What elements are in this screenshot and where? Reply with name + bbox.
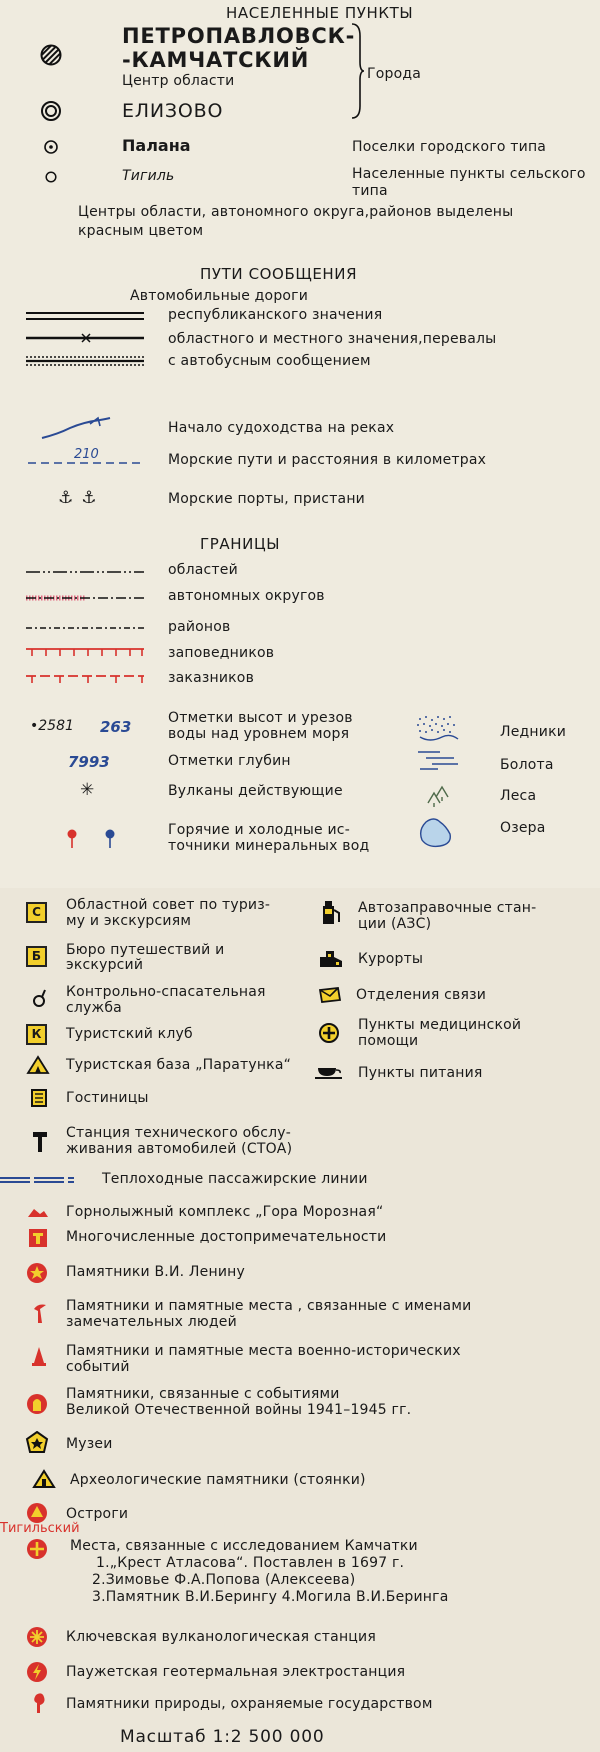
district-border-icon	[26, 624, 146, 632]
sanctuary-border-icon	[26, 672, 146, 686]
glaciers-label: Ледники	[500, 724, 567, 740]
food-icon	[314, 1064, 344, 1080]
region-border-icon	[26, 568, 146, 576]
tourist-club-icon: К	[26, 1024, 47, 1045]
border-label-1: автономных округов	[168, 588, 325, 604]
ww2-label-line2: Великой Отечественной войны 1941–1945 гг.	[66, 1402, 412, 1418]
museums-label: Музеи	[66, 1436, 113, 1452]
forests-label: Леса	[500, 788, 537, 804]
ship-lines-label: Теплоходные пассажирские линии	[102, 1171, 368, 1187]
medical-label-line2: помощи	[358, 1033, 419, 1049]
car-service-icon	[32, 1130, 48, 1154]
town-label: Поселки городского типа	[352, 139, 547, 155]
settlements-heading: НАСЕЛЕННЫЕ ПУНКТЫ	[226, 4, 414, 22]
medical-label-line1: Пункты медицинской	[358, 1017, 522, 1033]
city-icon	[40, 100, 62, 122]
fuel-label-line1: Автозаправочные стан-	[358, 900, 537, 916]
post-office-icon	[318, 986, 342, 1004]
roads-subheading: Автомобильные дороги	[130, 288, 309, 304]
anchor-icon: ⚓⚓	[58, 488, 105, 508]
cities-label: Города	[367, 66, 422, 82]
fuel-label-line2: ции (АЗС)	[358, 916, 432, 932]
volcanoes-label: Вулканы действующие	[168, 783, 343, 799]
post-label: Отделения связи	[356, 987, 487, 1003]
ports-label: Морские порты, пристани	[168, 491, 365, 507]
border-label-0: областей	[168, 562, 238, 578]
exploration-label-line2: 1.„Крест Атласова“. Поставлен в 1697 г.	[96, 1555, 405, 1571]
exploration-label-line1: Места, связанные с исследованием Камчатки	[70, 1538, 418, 1554]
resort-icon	[318, 947, 344, 969]
springs-label-line1: Горячие и холодные ис-	[168, 822, 350, 838]
village-label-line1: Населенные пункты сельского	[352, 166, 586, 182]
reserve-border-icon	[26, 645, 146, 659]
travel-bureau-icon: Б	[26, 946, 47, 967]
bus-road-icon	[26, 354, 146, 368]
swamp-icon	[414, 748, 462, 772]
depth-mark-sample: 7993	[68, 753, 110, 771]
active-volcano-icon: ✳	[80, 780, 95, 800]
ski-label: Горнолыжный комплекс „Гора Морозная“	[66, 1204, 384, 1220]
cities-brace-icon	[350, 22, 366, 120]
town-icon	[43, 139, 59, 155]
swamps-label: Болота	[500, 757, 554, 773]
food-label: Пункты питания	[358, 1065, 483, 1081]
heights-label-line2: воды над уровнем моря	[168, 726, 350, 742]
landmarks-icon	[28, 1228, 48, 1248]
base-label: Туристская база „Паратунка“	[66, 1057, 292, 1073]
archaeology-label: Археологические памятники (стоянки)	[70, 1472, 366, 1488]
capital-subtitle: Центр области	[122, 73, 235, 89]
regional-center-icon	[40, 44, 62, 66]
road-regional-label: областного и местного значения,перевалы	[168, 331, 497, 347]
fuel-station-icon	[320, 900, 342, 926]
centers-note-line1: Центры области, автономного округа,районов выделены	[78, 204, 514, 220]
medical-aid-icon	[318, 1022, 340, 1044]
volcano-station-icon	[26, 1626, 48, 1648]
water-level-sample: 263	[100, 718, 132, 736]
road-bus-label: с автобусным сообщением	[168, 353, 371, 369]
ship-line-icon	[0, 1175, 76, 1185]
transport-heading: ПУТИ СООБЩЕНИЯ	[200, 265, 358, 283]
village-icon	[44, 170, 58, 184]
borders-heading: ГРАНИЦЫ	[200, 535, 281, 553]
hotel-icon	[30, 1088, 48, 1108]
border-label-4: заказников	[168, 670, 255, 686]
people-label-line1: Памятники и памятные места , связанные с именами	[66, 1298, 472, 1314]
republic-road-icon	[26, 310, 146, 322]
springs-label-line2: точники минеральных вод	[168, 838, 370, 854]
regional-road-icon	[26, 332, 146, 344]
forts-label: Остроги	[66, 1506, 129, 1522]
heights-label-line1: Отметки высот и урезов	[168, 710, 353, 726]
archaeology-icon	[32, 1469, 56, 1489]
club-label: Туристский клуб	[66, 1026, 193, 1042]
height-mark-value: 2581	[38, 718, 74, 734]
council-label-line1: Областной совет по туриз-	[66, 897, 271, 913]
city-elizovo: ЕЛИЗОВО	[122, 100, 224, 122]
rescue-label-line1: Контрольно-спасательная	[66, 984, 266, 1000]
military-label-line2: событий	[66, 1359, 130, 1375]
glacier-icon	[414, 713, 462, 747]
navigation-start-icon	[40, 414, 112, 442]
tourist-base-icon	[26, 1055, 50, 1075]
sea-route-number: 210	[74, 447, 99, 462]
lakes-label: Озера	[500, 820, 546, 836]
border-label-2: районов	[168, 619, 231, 635]
landmarks-label: Многочисленные достопримечательности	[66, 1229, 387, 1245]
lake-icon	[418, 816, 454, 850]
military-label-line1: Памятники и памятные места военно-исторических	[66, 1343, 461, 1359]
council-label-line2: му и экскурсиям	[66, 913, 192, 929]
centers-note-line2: красным цветом	[78, 223, 204, 239]
town-palana: Палана	[122, 136, 191, 155]
tigil-label: Тигильский	[0, 1521, 80, 1536]
sea-routes-label: Морские пути и расстояния в километрах	[168, 452, 487, 468]
exploration-label-line4: 3.Памятник В.И.Берингу 4.Могила В.И.Беринга	[92, 1589, 449, 1605]
rescue-label-line2: служба	[66, 1000, 122, 1016]
lenin-label: Памятники В.И. Ленину	[66, 1264, 245, 1280]
exploration-sites-icon	[26, 1538, 48, 1560]
military-monument-icon	[30, 1345, 48, 1367]
map-scale: Масштаб 1:2 500 000	[120, 1727, 325, 1747]
bureau-label-line1: Бюро путешествий и	[66, 942, 225, 958]
village-tigil: Тигиль	[122, 168, 175, 184]
bureau-label-line2: экскурсий	[66, 957, 144, 973]
road-republic-label: республиканского значения	[168, 307, 383, 323]
geothermal-icon	[26, 1661, 48, 1683]
ww2-monument-icon	[26, 1393, 48, 1415]
border-label-3: заповедников	[168, 645, 275, 661]
depths-label: Отметки глубин	[168, 753, 291, 769]
village-label-line2: типа	[352, 183, 388, 199]
rescue-service-icon	[32, 988, 48, 1008]
capital-name-line1: ПЕТРОПАВЛОВСК-	[122, 24, 356, 48]
volcano-station-label: Ключевская вулканологическая станция	[66, 1629, 376, 1645]
people-monument-icon	[30, 1301, 50, 1325]
lenin-monument-icon	[26, 1262, 48, 1284]
museum-icon	[25, 1431, 49, 1455]
ski-complex-icon	[26, 1205, 50, 1219]
autonomous-okrug-border-icon	[26, 593, 146, 603]
geothermal-label: Паужетская геотермальная электростанция	[66, 1664, 406, 1680]
mineral-springs-icon	[66, 828, 118, 850]
service-label-line2: живания автомобилей (СТОА)	[66, 1141, 293, 1157]
capital-name-line2: -КАМЧАТСКИЙ	[122, 48, 310, 72]
navigation-start-label: Начало судоходства на реках	[168, 420, 395, 436]
nature-monuments-label: Памятники природы, охраняемые государством	[66, 1696, 433, 1712]
people-label-line2: замечательных людей	[66, 1314, 237, 1330]
ww2-label-line1: Памятники, связанные с событиями	[66, 1386, 340, 1402]
hotels-label: Гостиницы	[66, 1090, 149, 1106]
nature-monument-icon	[30, 1691, 48, 1715]
resorts-label: Курорты	[358, 951, 424, 967]
exploration-label-line3: 2.Зимовье Ф.А.Попова (Алексеева)	[92, 1572, 356, 1588]
service-label-line1: Станция технического обслу-	[66, 1125, 292, 1141]
height-mark-sample: •2581	[30, 718, 74, 734]
forest-icon	[422, 783, 452, 809]
tourism-council-icon: С	[26, 902, 47, 923]
